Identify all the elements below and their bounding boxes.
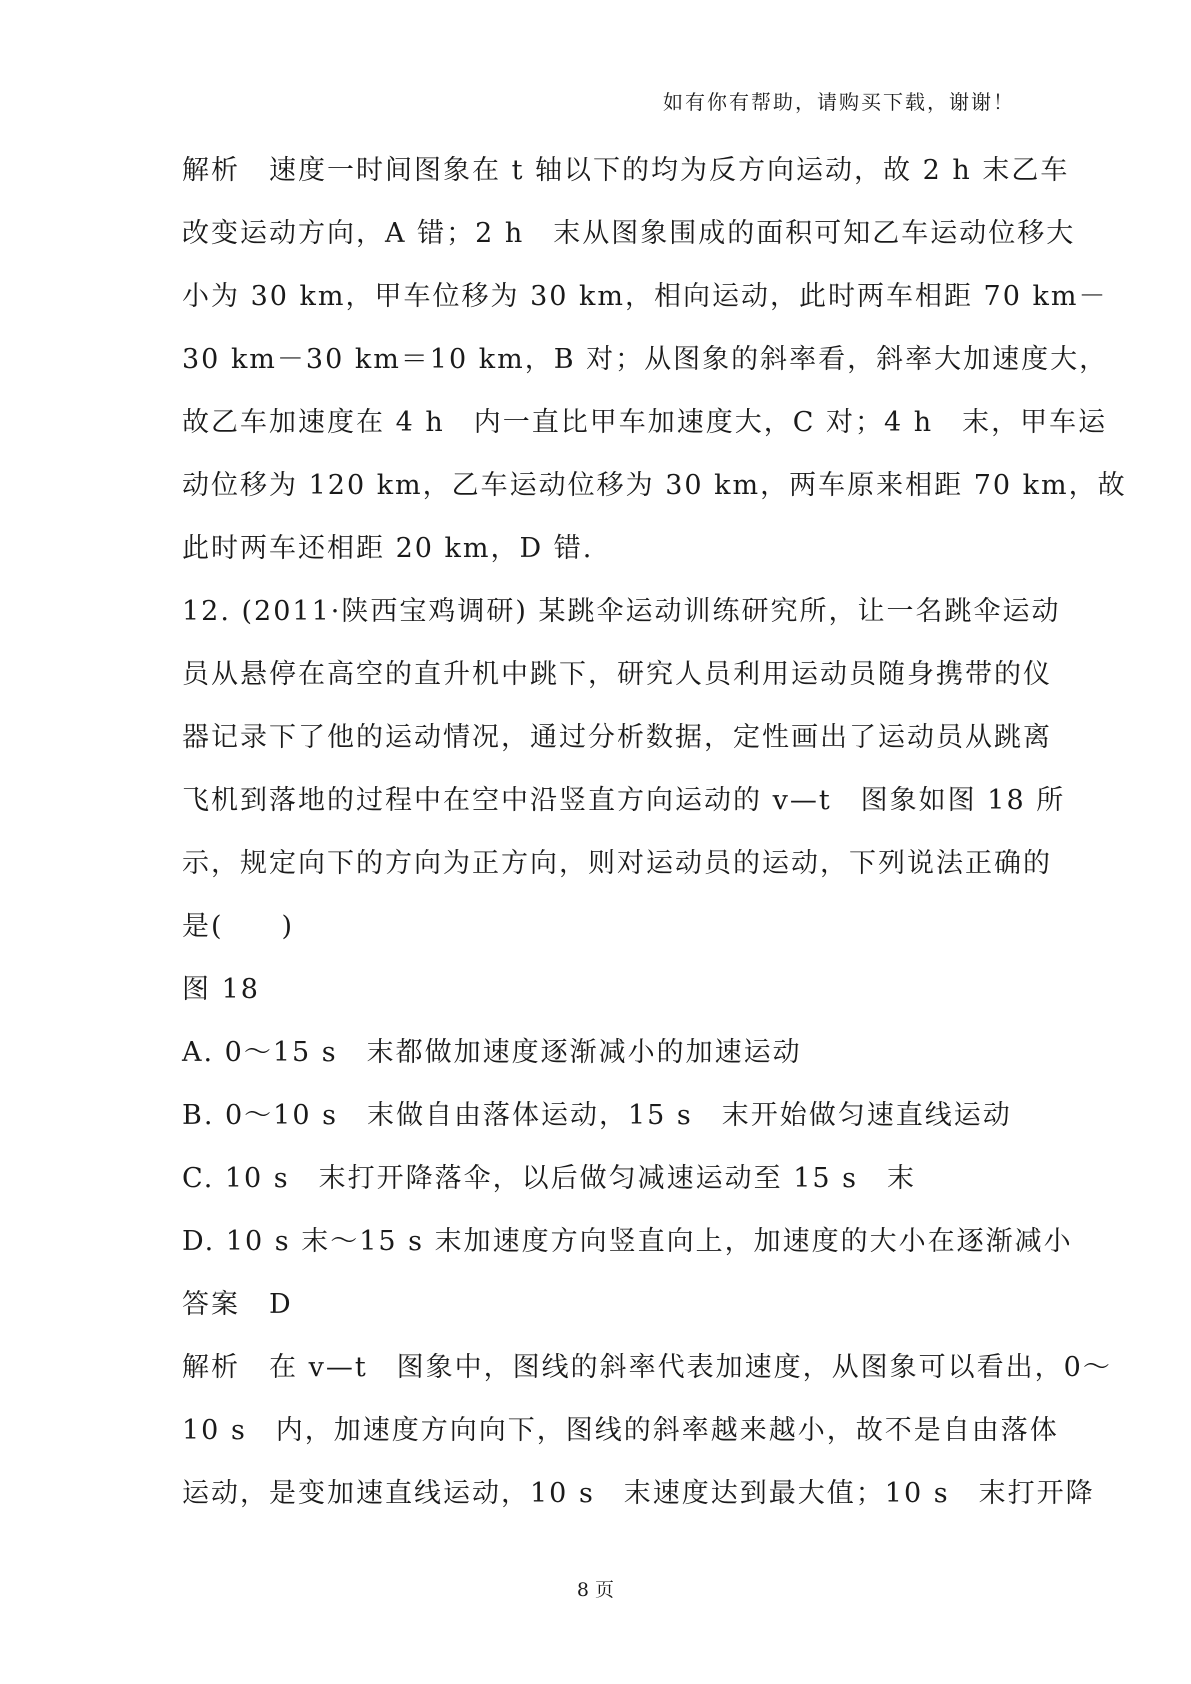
solution-line: 动位移为 120 km，乙车运动位移为 30 km，两车原来相距 70 km，故 [182, 470, 1127, 501]
solution-line: 解析 速度一时间图象在 t 轴以下的均为反方向运动，故 2 h 末乙车 [182, 155, 1070, 186]
solution-line: 改变运动方向，A 错；2 h 末从图象围成的面积可知乙车运动位移大 [182, 218, 1076, 249]
answer-line: 答案 D [182, 1289, 293, 1320]
analysis-line: 运动，是变加速直线运动，10 s 末速度达到最大值；10 s 末打开降 [182, 1478, 1095, 1509]
page-number: 8 页 [576, 1579, 615, 1601]
header-note: 如有你有帮助，请购买下载，谢谢！ [663, 90, 1015, 114]
document-body [182, 150, 1127, 1536]
option-b: B. 0～10 s 末做自由落体运动，15 s 末开始做匀速直线运动 [182, 1100, 1012, 1131]
question-line: 员从悬停在高空的直升机中跳下，研究人员利用运动员随身携带的仪 [182, 659, 1052, 690]
figure-caption: 图 18 [182, 974, 260, 1005]
solution-line: 小为 30 km，甲车位移为 30 km，相向运动，此时两车相距 70 km－ [182, 281, 1108, 312]
solution-line: 30 km－30 km＝10 km，B 对；从图象的斜率看，斜率大加速度大， [182, 344, 1109, 375]
option-a: A. 0～15 s 末都做加速度逐渐减小的加速运动 [182, 1037, 802, 1068]
question-line: 是( ) [182, 911, 295, 942]
question-line: 飞机到落地的过程中在空中沿竖直方向运动的 v—t 图象如图 18 所 [182, 785, 1066, 816]
option-c: C. 10 s 末打开降落伞，以后做匀减速运动至 15 s 末 [182, 1163, 917, 1194]
solution-line: 故乙车加速度在 4 h 内一直比甲车加速度大，C 对；4 h 末，甲车运 [182, 407, 1108, 438]
question-line: 示，规定向下的方向为正方向，则对运动员的运动，下列说法正确的 [182, 848, 1052, 879]
question-line: 12. (2011·陕西宝鸡调研) 某跳伞运动训练研究所，让一名跳伞运动 [182, 596, 1061, 627]
solution-line: 此时两车还相距 20 km，D 错. [182, 533, 594, 564]
analysis-line: 10 s 内，加速度方向向下，图线的斜率越来越小，故不是自由落体 [182, 1415, 1059, 1446]
analysis-line: 解析 在 v—t 图象中，图线的斜率代表加速度，从图象可以看出，0～ [182, 1352, 1112, 1383]
question-line: 器记录下了他的运动情况，通过分析数据，定性画出了运动员从跳离 [182, 722, 1052, 753]
option-d: D. 10 s 末～15 s 末加速度方向竖直向上，加速度的大小在逐渐减小 [182, 1226, 1073, 1257]
